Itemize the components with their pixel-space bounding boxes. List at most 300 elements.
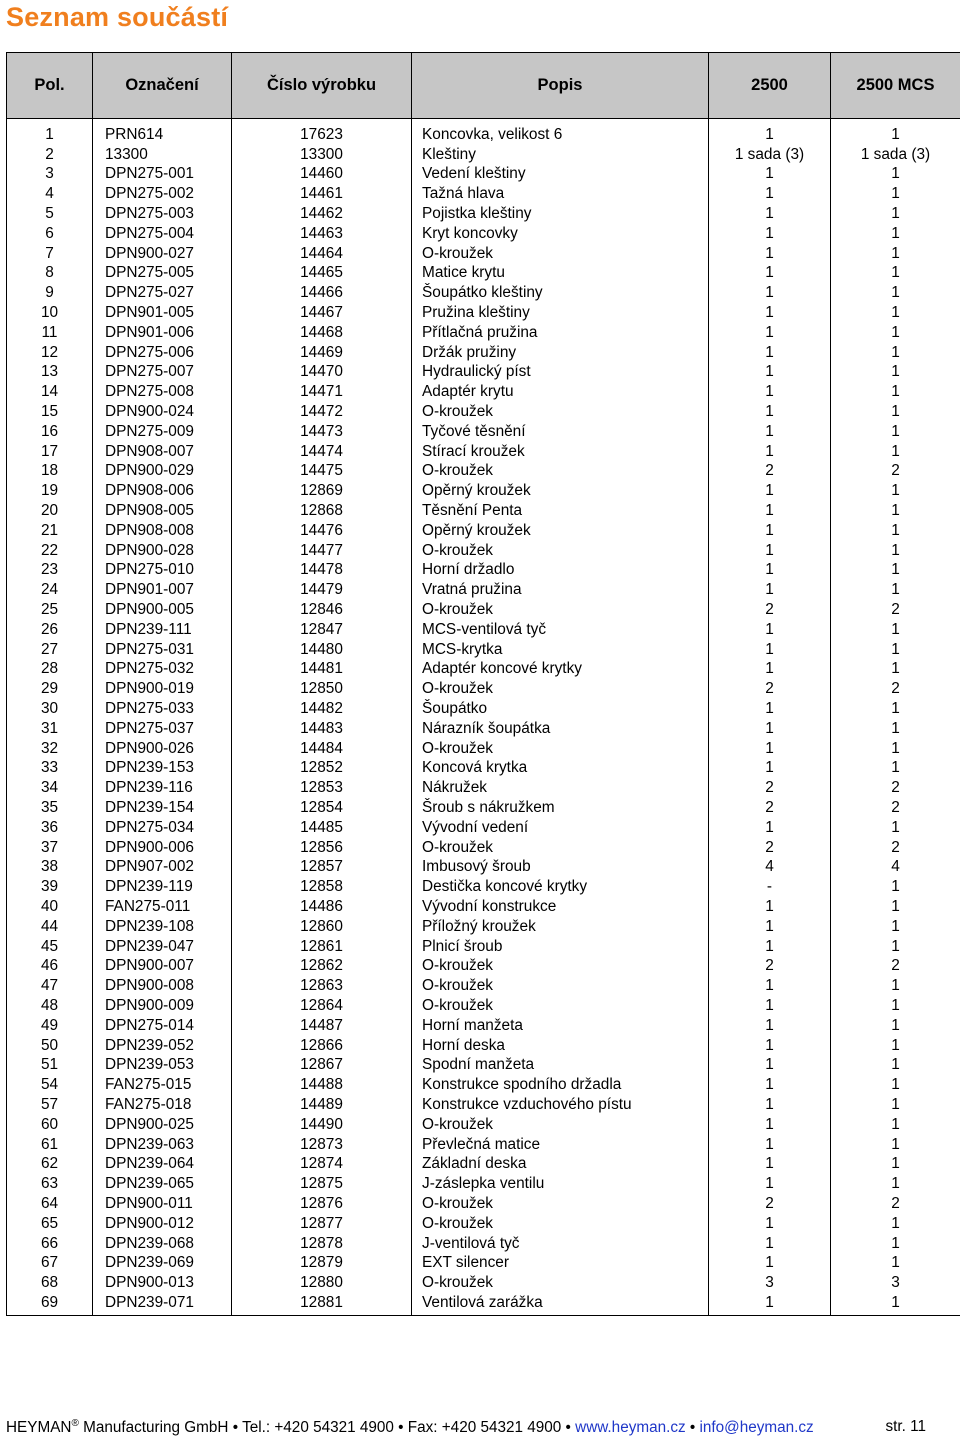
cell-description: Kryt koncovky (412, 224, 709, 244)
cell-description: J-záslepka ventilu (412, 1174, 709, 1194)
cell-code: DPN239-068 (93, 1234, 232, 1254)
cell-code: DPN275-014 (93, 1016, 232, 1036)
cell-product-number: 14484 (232, 739, 412, 759)
cell-qty-2500: 1 (709, 660, 831, 680)
table-row (7, 1036, 960, 1056)
cell-code: DPN900-006 (93, 838, 232, 858)
cell-qty-2500: 1 (709, 759, 831, 779)
cell-qty-2500-mcs: 1 (831, 501, 960, 521)
cell-qty-2500-mcs: 1 sada (3) (831, 145, 960, 165)
table-row (7, 1016, 960, 1036)
table-row (7, 1075, 960, 1095)
cell-qty-2500: 1 (709, 1253, 831, 1273)
cell-code: DPN239-064 (93, 1154, 232, 1174)
cell-product-number: 14464 (232, 244, 412, 264)
cell-description: Pojistka kleštiny (412, 204, 709, 224)
cell-qty-2500-mcs: 1 (831, 283, 960, 303)
cell-description: O-kroužek (412, 462, 709, 482)
cell-description: O-kroužek (412, 402, 709, 422)
cell-pos: 20 (7, 501, 93, 521)
parts-table (6, 52, 960, 1316)
cell-qty-2500: 1 (709, 521, 831, 541)
cell-product-number: 14470 (232, 363, 412, 383)
cell-description: Destička koncové krytky (412, 877, 709, 897)
cell-product-number: 12847 (232, 620, 412, 640)
cell-pos: 12 (7, 343, 93, 363)
cell-pos: 16 (7, 422, 93, 442)
cell-qty-2500-mcs: 1 (831, 1253, 960, 1273)
cell-code: DPN900-029 (93, 462, 232, 482)
cell-qty-2500: 1 (709, 1055, 831, 1075)
cell-pos: 45 (7, 937, 93, 957)
cell-product-number: 12876 (232, 1194, 412, 1214)
cell-description: Pružina kleštiny (412, 303, 709, 323)
cell-qty-2500: 1 (709, 897, 831, 917)
cell-qty-2500-mcs: 1 (831, 1036, 960, 1056)
cell-qty-2500: 1 (709, 204, 831, 224)
cell-description: Vývodní vedení (412, 818, 709, 838)
cell-description: Imbusový šroub (412, 857, 709, 877)
cell-product-number: 12879 (232, 1253, 412, 1273)
footer-email-link[interactable]: info@heyman.cz (699, 1419, 814, 1437)
cell-product-number: 14460 (232, 165, 412, 185)
cell-code: DPN900-005 (93, 600, 232, 620)
cell-pos: 66 (7, 1234, 93, 1254)
cell-code: DPN239-108 (93, 917, 232, 937)
cell-code: DPN275-002 (93, 184, 232, 204)
cell-code: PRN614 (93, 125, 232, 145)
cell-qty-2500-mcs: 4 (831, 857, 960, 877)
cell-description: MCS-krytka (412, 640, 709, 660)
cell-qty-2500-mcs: 2 (831, 798, 960, 818)
table-row (7, 838, 960, 858)
cell-code: DPN275-005 (93, 264, 232, 284)
cell-description: Tažná hlava (412, 184, 709, 204)
cell-description: Vývodní konstrukce (412, 897, 709, 917)
cell-description: Horní deska (412, 1036, 709, 1056)
cell-product-number: 12881 (232, 1293, 412, 1315)
column-header-code: Označení (93, 53, 232, 119)
cell-pos: 10 (7, 303, 93, 323)
cell-code: DPN900-025 (93, 1115, 232, 1135)
cell-description: Základní deska (412, 1154, 709, 1174)
table-row (7, 798, 960, 818)
table-row (7, 1095, 960, 1115)
cell-code: DPN900-027 (93, 244, 232, 264)
cell-description: Stírací kroužek (412, 442, 709, 462)
cell-product-number: 14475 (232, 462, 412, 482)
cell-description: Ventilová zarážka (412, 1293, 709, 1315)
cell-qty-2500: 1 (709, 1293, 831, 1315)
cell-code: DPN901-007 (93, 580, 232, 600)
cell-qty-2500-mcs: 1 (831, 660, 960, 680)
cell-product-number: 12875 (232, 1174, 412, 1194)
cell-qty-2500-mcs: 1 (831, 184, 960, 204)
cell-product-number: 14481 (232, 660, 412, 680)
cell-product-number: 14482 (232, 699, 412, 719)
footer-bullet: • (689, 1419, 696, 1437)
table-row (7, 937, 960, 957)
cell-qty-2500-mcs: 1 (831, 739, 960, 759)
cell-product-number: 14467 (232, 303, 412, 323)
cell-code: DPN901-005 (93, 303, 232, 323)
footer-tel: Tel.: +420 54321 4900 (242, 1419, 394, 1437)
cell-code: DPN907-002 (93, 857, 232, 877)
cell-description: Těsnění Penta (412, 501, 709, 521)
cell-qty-2500: 2 (709, 600, 831, 620)
cell-description: O-kroužek (412, 838, 709, 858)
cell-product-number: 14474 (232, 442, 412, 462)
cell-qty-2500: 1 (709, 976, 831, 996)
cell-code: DPN239-069 (93, 1253, 232, 1273)
cell-description: Plnicí šroub (412, 937, 709, 957)
cell-pos: 57 (7, 1095, 93, 1115)
cell-qty-2500-mcs: 1 (831, 1214, 960, 1234)
cell-code: DPN900-028 (93, 541, 232, 561)
cell-qty-2500: 1 (709, 699, 831, 719)
cell-description: Nákružek (412, 778, 709, 798)
table-row (7, 501, 960, 521)
cell-product-number: 14476 (232, 521, 412, 541)
cell-qty-2500: 1 (709, 1036, 831, 1056)
cell-pos: 21 (7, 521, 93, 541)
cell-code: DPN239-071 (93, 1293, 232, 1315)
table-row (7, 1253, 960, 1273)
cell-code: FAN275-011 (93, 897, 232, 917)
table-row (7, 184, 960, 204)
cell-code: DPN900-013 (93, 1273, 232, 1293)
cell-code: DPN275-031 (93, 640, 232, 660)
cell-pos: 32 (7, 739, 93, 759)
cell-qty-2500-mcs: 1 (831, 442, 960, 462)
cell-qty-2500-mcs: 1 (831, 640, 960, 660)
cell-code: DPN900-026 (93, 739, 232, 759)
cell-product-number: 14483 (232, 719, 412, 739)
cell-code: DPN908-005 (93, 501, 232, 521)
table-row (7, 462, 960, 482)
cell-pos: 25 (7, 600, 93, 620)
cell-code: DPN275-032 (93, 660, 232, 680)
table-row (7, 204, 960, 224)
column-header-pos: Pol. (7, 53, 93, 119)
page-title: Seznam součástí (6, 2, 229, 32)
cell-description: Konstrukce vzduchového pístu (412, 1095, 709, 1115)
table-row (7, 283, 960, 303)
cell-qty-2500: 1 (709, 363, 831, 383)
cell-qty-2500-mcs: 1 (831, 541, 960, 561)
cell-code: DPN275-008 (93, 382, 232, 402)
cell-code: DPN900-019 (93, 679, 232, 699)
cell-description: Šoupátko (412, 699, 709, 719)
cell-pos: 30 (7, 699, 93, 719)
page-number: str. 11 (885, 1418, 926, 1435)
cell-qty-2500: 1 (709, 224, 831, 244)
table-row (7, 620, 960, 640)
cell-product-number: 14466 (232, 283, 412, 303)
cell-qty-2500: 1 sada (3) (709, 145, 831, 165)
table-row (7, 264, 960, 284)
column-header-product-number: Číslo výrobku (232, 53, 412, 119)
table-row (7, 600, 960, 620)
table-row (7, 877, 960, 897)
cell-description: MCS-ventilová tyč (412, 620, 709, 640)
cell-pos: 67 (7, 1253, 93, 1273)
cell-qty-2500-mcs: 1 (831, 343, 960, 363)
cell-pos: 38 (7, 857, 93, 877)
cell-qty-2500-mcs: 1 (831, 1174, 960, 1194)
cell-pos: 14 (7, 382, 93, 402)
cell-qty-2500-mcs: 1 (831, 937, 960, 957)
cell-qty-2500-mcs: 1 (831, 699, 960, 719)
cell-product-number: 12867 (232, 1055, 412, 1075)
cell-code: DPN275-034 (93, 818, 232, 838)
cell-qty-2500: 1 (709, 244, 831, 264)
cell-product-number: 12877 (232, 1214, 412, 1234)
table-row (7, 561, 960, 581)
cell-pos: 68 (7, 1273, 93, 1293)
cell-product-number: 14489 (232, 1095, 412, 1115)
cell-product-number: 12854 (232, 798, 412, 818)
table-row (7, 679, 960, 699)
cell-qty-2500-mcs: 1 (831, 204, 960, 224)
cell-qty-2500: 1 (709, 719, 831, 739)
table-row (7, 422, 960, 442)
cell-qty-2500-mcs: 1 (831, 1293, 960, 1315)
cell-pos: 4 (7, 184, 93, 204)
cell-description: Opěrný kroužek (412, 481, 709, 501)
cell-qty-2500-mcs: 1 (831, 877, 960, 897)
cell-description: Adaptér koncové krytky (412, 660, 709, 680)
cell-description: Nárazník šoupátka (412, 719, 709, 739)
cell-product-number: 12868 (232, 501, 412, 521)
table-row (7, 739, 960, 759)
table-row (7, 1115, 960, 1135)
cell-description: O-kroužek (412, 1194, 709, 1214)
cell-description: Tyčové těsnění (412, 422, 709, 442)
cell-description: O-kroužek (412, 600, 709, 620)
cell-pos: 64 (7, 1194, 93, 1214)
cell-description: Šoupátko kleštiny (412, 283, 709, 303)
cell-qty-2500: 1 (709, 620, 831, 640)
table-row (7, 125, 960, 145)
cell-code: FAN275-018 (93, 1095, 232, 1115)
cell-qty-2500-mcs: 1 (831, 264, 960, 284)
cell-description: Opěrný kroužek (412, 521, 709, 541)
table-row (7, 897, 960, 917)
table-row (7, 660, 960, 680)
cell-product-number: 14473 (232, 422, 412, 442)
cell-pos: 46 (7, 956, 93, 976)
cell-qty-2500-mcs: 1 (831, 422, 960, 442)
cell-qty-2500-mcs: 2 (831, 838, 960, 858)
table-row (7, 917, 960, 937)
cell-product-number: 14480 (232, 640, 412, 660)
cell-description: Hydraulický píst (412, 363, 709, 383)
cell-description: EXT silencer (412, 1253, 709, 1273)
table-row (7, 323, 960, 343)
cell-description: Koncovka, velikost 6 (412, 125, 709, 145)
table-row (7, 521, 960, 541)
table-row (7, 244, 960, 264)
cell-code: DPN275-006 (93, 343, 232, 363)
cell-description: O-kroužek (412, 541, 709, 561)
cell-code: DPN239-047 (93, 937, 232, 957)
cell-product-number: 14486 (232, 897, 412, 917)
cell-pos: 33 (7, 759, 93, 779)
cell-product-number: 12862 (232, 956, 412, 976)
cell-qty-2500-mcs: 1 (831, 1154, 960, 1174)
cell-pos: 61 (7, 1135, 93, 1155)
column-header-qty-2500: 2500 (709, 53, 831, 119)
table-row (7, 1234, 960, 1254)
cell-qty-2500-mcs: 1 (831, 1135, 960, 1155)
footer-company-rest: Manufacturing GmbH (78, 1419, 229, 1437)
table-row (7, 580, 960, 600)
cell-code: DPN908-007 (93, 442, 232, 462)
cell-code: DPN908-006 (93, 481, 232, 501)
cell-qty-2500-mcs: 1 (831, 580, 960, 600)
cell-pos: 11 (7, 323, 93, 343)
cell-code: DPN239-065 (93, 1174, 232, 1194)
cell-qty-2500: 1 (709, 1135, 831, 1155)
cell-code: DPN239-119 (93, 877, 232, 897)
cell-product-number: 14462 (232, 204, 412, 224)
cell-product-number: 14465 (232, 264, 412, 284)
cell-pos: 23 (7, 561, 93, 581)
cell-qty-2500: - (709, 877, 831, 897)
cell-description: Šroub s nákružkem (412, 798, 709, 818)
table-row (7, 442, 960, 462)
cell-product-number: 12869 (232, 481, 412, 501)
cell-code: DPN275-003 (93, 204, 232, 224)
cell-pos: 31 (7, 719, 93, 739)
table-row (7, 1293, 960, 1315)
cell-product-number: 14472 (232, 402, 412, 422)
footer-bullet: • (232, 1419, 239, 1437)
cell-qty-2500: 1 (709, 402, 831, 422)
cell-qty-2500: 1 (709, 1075, 831, 1095)
cell-code: DPN900-008 (93, 976, 232, 996)
cell-description: Koncová krytka (412, 759, 709, 779)
cell-qty-2500: 1 (709, 561, 831, 581)
cell-pos: 34 (7, 778, 93, 798)
cell-pos: 26 (7, 620, 93, 640)
cell-qty-2500: 1 (709, 501, 831, 521)
column-header-qty-2500-mcs: 2500 MCS (831, 53, 960, 119)
cell-code: DPN900-012 (93, 1214, 232, 1234)
cell-pos: 29 (7, 679, 93, 699)
cell-pos: 18 (7, 462, 93, 482)
cell-qty-2500-mcs: 1 (831, 818, 960, 838)
cell-code: DPN275-004 (93, 224, 232, 244)
footer-company: HEYMAN (6, 1419, 72, 1437)
cell-qty-2500-mcs: 1 (831, 996, 960, 1016)
cell-qty-2500-mcs: 1 (831, 244, 960, 264)
cell-qty-2500: 1 (709, 283, 831, 303)
table-row (7, 857, 960, 877)
table-row (7, 145, 960, 165)
cell-qty-2500-mcs: 2 (831, 462, 960, 482)
cell-code: DPN901-006 (93, 323, 232, 343)
cell-pos: 27 (7, 640, 93, 660)
cell-code: DPN239-111 (93, 620, 232, 640)
cell-qty-2500-mcs: 1 (831, 481, 960, 501)
cell-qty-2500-mcs: 1 (831, 976, 960, 996)
cell-qty-2500: 2 (709, 679, 831, 699)
cell-qty-2500-mcs: 1 (831, 759, 960, 779)
cell-qty-2500-mcs: 1 (831, 323, 960, 343)
cell-product-number: 12861 (232, 937, 412, 957)
cell-qty-2500: 1 (709, 442, 831, 462)
cell-qty-2500-mcs: 1 (831, 917, 960, 937)
table-row (7, 481, 960, 501)
cell-pos: 22 (7, 541, 93, 561)
cell-pos: 62 (7, 1154, 93, 1174)
footer-web-link[interactable]: www.heyman.cz (575, 1419, 686, 1437)
cell-pos: 15 (7, 402, 93, 422)
table-row (7, 818, 960, 838)
cell-qty-2500-mcs: 1 (831, 1075, 960, 1095)
cell-qty-2500: 1 (709, 1214, 831, 1234)
cell-product-number: 12880 (232, 1273, 412, 1293)
cell-pos: 9 (7, 283, 93, 303)
cell-qty-2500: 1 (709, 1095, 831, 1115)
table-row (7, 778, 960, 798)
table-row (7, 956, 960, 976)
cell-qty-2500-mcs: 1 (831, 719, 960, 739)
cell-code: DPN900-024 (93, 402, 232, 422)
cell-qty-2500: 2 (709, 778, 831, 798)
cell-description: Konstrukce spodního držadla (412, 1075, 709, 1095)
registered-mark: ® (71, 1418, 79, 1429)
cell-qty-2500: 1 (709, 323, 831, 343)
table-row (7, 976, 960, 996)
cell-pos: 28 (7, 660, 93, 680)
cell-description: Kleštiny (412, 145, 709, 165)
cell-description: Spodní manžeta (412, 1055, 709, 1075)
cell-code: DPN900-009 (93, 996, 232, 1016)
cell-qty-2500-mcs: 2 (831, 956, 960, 976)
cell-product-number: 14487 (232, 1016, 412, 1036)
cell-code: DPN900-007 (93, 956, 232, 976)
cell-qty-2500: 1 (709, 422, 831, 442)
table-row (7, 303, 960, 323)
cell-pos: 49 (7, 1016, 93, 1036)
cell-qty-2500: 2 (709, 798, 831, 818)
cell-qty-2500: 1 (709, 739, 831, 759)
cell-pos: 47 (7, 976, 93, 996)
cell-product-number: 12864 (232, 996, 412, 1016)
cell-qty-2500: 1 (709, 303, 831, 323)
cell-description: Příložný kroužek (412, 917, 709, 937)
cell-qty-2500: 3 (709, 1273, 831, 1293)
cell-pos: 2 (7, 145, 93, 165)
cell-qty-2500: 1 (709, 382, 831, 402)
cell-qty-2500: 1 (709, 818, 831, 838)
cell-description: Vratná pružina (412, 580, 709, 600)
cell-description: O-kroužek (412, 739, 709, 759)
cell-product-number: 14471 (232, 382, 412, 402)
cell-qty-2500-mcs: 1 (831, 521, 960, 541)
cell-product-number: 14478 (232, 561, 412, 581)
cell-qty-2500-mcs: 2 (831, 600, 960, 620)
cell-product-number: 14461 (232, 184, 412, 204)
cell-code: FAN275-015 (93, 1075, 232, 1095)
cell-code: DPN239-052 (93, 1036, 232, 1056)
table-row (7, 1154, 960, 1174)
cell-product-number: 14488 (232, 1075, 412, 1095)
cell-pos: 54 (7, 1075, 93, 1095)
